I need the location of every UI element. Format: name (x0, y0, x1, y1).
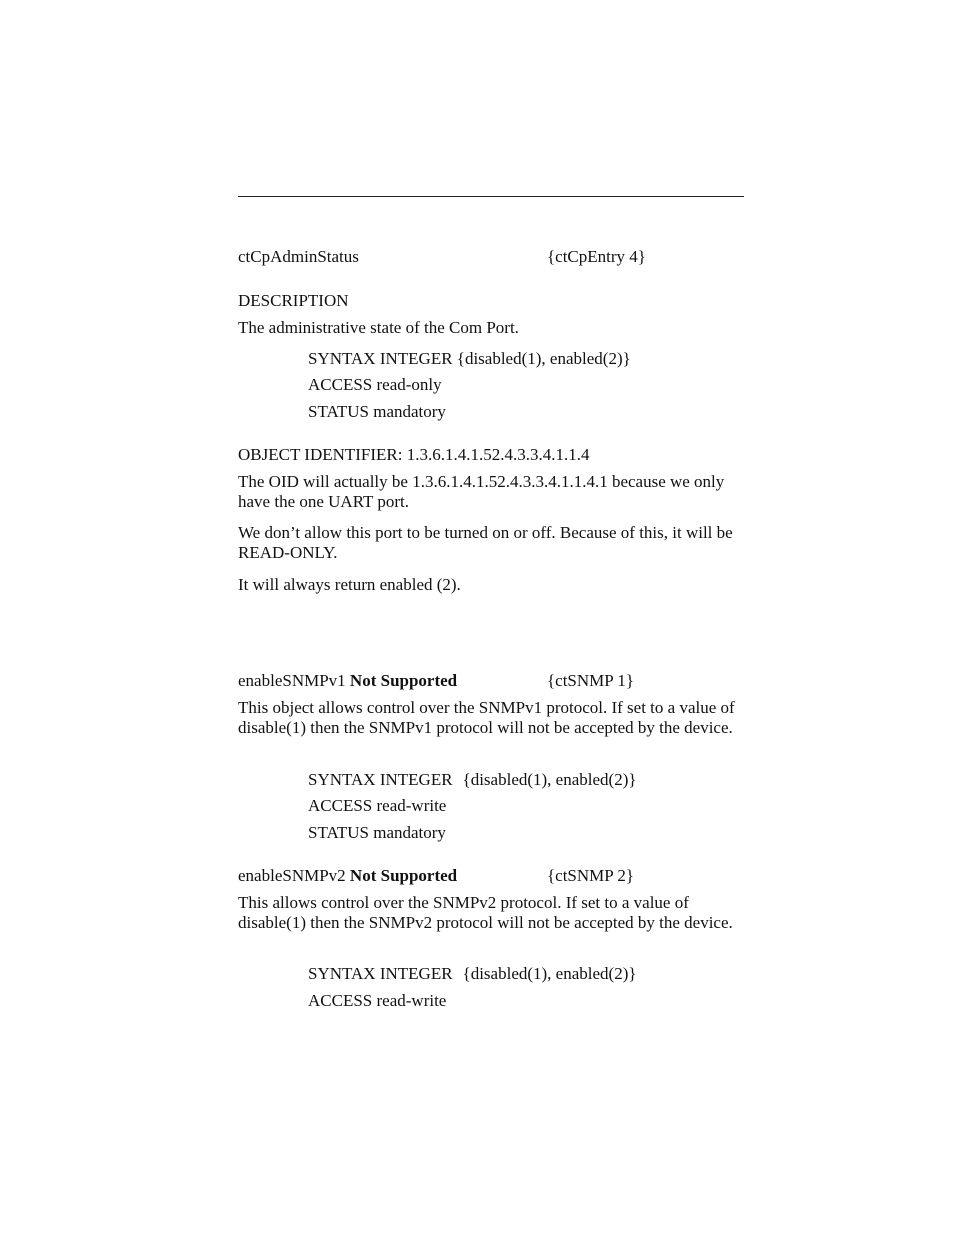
syntax-label: SYNTAX INTEGER (308, 964, 453, 983)
header-rule (238, 196, 744, 197)
description-text: This allows control over the SNMPv2 protocol. If set to a value of disable(1) then the SNMPv2 protocol will not be accepted by the device. (238, 893, 733, 932)
oid-note: The OID will actually be 1.3.6.1.4.1.52.4.3.3.4.1.1.4.1 because we only have the one UART port. (238, 472, 725, 511)
description-text: The administrative state of the Com Port. (238, 318, 519, 337)
object-ref-ctcpentry: {ctCpEntry 4} (547, 247, 646, 266)
object-name-enablesnmpv2: enableSNMPv2 (238, 866, 346, 885)
access-line: ACCESS read-write (308, 796, 447, 815)
object-name-enablesnmpv1: enableSNMPv1 (238, 671, 346, 690)
syntax-value: {disabled(1), enabled(2)} (462, 964, 637, 983)
syntax-line: SYNTAX INTEGER {disabled(1), enabled(2)} (308, 349, 631, 368)
syntax-label: SYNTAX INTEGER (308, 770, 453, 789)
syntax-value: {disabled(1), enabled(2)} (462, 770, 637, 789)
return-note: It will always return enabled (2). (238, 575, 461, 594)
object-heading-enablesnmpv2 (238, 866, 457, 886)
description-text: This object allows control over the SNMPv1 protocol. If set to a value of disable(1) then the SNMPv1 protocol will not be accepted by the device. (238, 698, 735, 737)
object-identifier: OBJECT IDENTIFIER: 1.3.6.1.4.1.52.4.3.3.4.1.1.4 (238, 445, 590, 464)
syntax-line (308, 964, 637, 984)
read-only-note: We don’t allow this port to be turned on or off. Because of this, it will be READ-ONLY. (238, 523, 733, 562)
access-line: ACCESS read-write (308, 991, 447, 1010)
description-heading: DESCRIPTION (238, 291, 349, 310)
status-line: STATUS mandatory (308, 823, 446, 842)
object-name-ctcpadminstatus: ctCpAdminStatus (238, 247, 359, 266)
status-line: STATUS mandatory (308, 402, 446, 421)
syntax-line (308, 770, 637, 790)
access-line: ACCESS read-only (308, 375, 442, 394)
object-ref-ctsnmp-2: {ctSNMP 2} (547, 866, 635, 885)
not-supported-flag: Not Supported (349, 866, 458, 885)
object-heading-enablesnmpv1 (238, 671, 457, 691)
not-supported-flag: Not Supported (349, 671, 458, 690)
object-ref-ctsnmp-1: {ctSNMP 1} (547, 671, 635, 690)
